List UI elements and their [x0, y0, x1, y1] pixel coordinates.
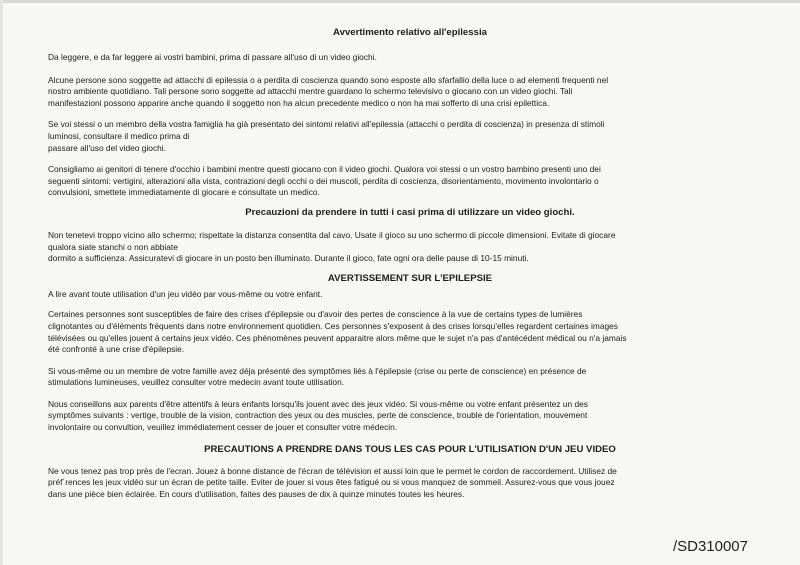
french-paragraph-history: Si vous-même ou un membre de votre famille avez déja présenté des symptômes liés à l'épilepsie (crise ou perte de conscience) en présence de stimulations lumineuses, veuillez consulter votre medecin avant toute utilisation. — [48, 365, 587, 388]
french-paragraph-susceptibility: Certaines personnes sont susceptibles de faire des crises d'épilepsie ou d'avoir des pertes de conscience à la vue de certains types de lumières clignotantes ou d'éléments fréquents dans notre environnement quotidien. Ces personnes s'exposent à des crises lorsqu'elles regardent certaines images télévisées ou qu'elles jouent à certains jeux vidéo. Ces phénomènes peuvent apparaitre alors même que le sujet n'a pas d'antécédent médical ou n'a jamais été confronté à une crise d'épilepsie. — [48, 309, 627, 355]
french-intro: A lire avant toute utilisation d'un jeu vidéo par vous-même ou votre enfant. — [48, 288, 323, 299]
italian-precautions-text: Non tenetevi troppo vicino allo schermo; rispettate la distanza consentita dal cavo. Usate il gioco su uno schermo di piccole dimensioni. Evitate di giocare qualora siate stanchi o non abbiate dormito a sufficienza. Assicuratevi di giocare in un posto ben illuminato. Durante il gioco, fate ogni ora delle pause di 10-15 minuti. — [48, 229, 616, 264]
italian-precautions-title: Precauzioni da prendere in tutti i casi prima di utilizzare un video giochi. — [245, 206, 575, 218]
italian-paragraph-susceptibility: Alcune persone sono soggette ad attacchi di epilessia o a perdita di coscienza quando sono esposte allo sfarfallio della luce o ad elementi frequenti nel nostro ambiente quotidiano. Tali persone sono soggette ad attacchi mentre guardano lo schermo televisivo o giocano con un video giochi. Tali manifestazioni possono apparire anche quando il soggetto non ha alcun precedente medico o non ha mai sofferto di una crisi epilettica. — [48, 74, 609, 108]
french-precautions-title: PRECAUTIONS A PRENDRE DANS TOUS LES CAS POUR L'UTILISATION D'UN JEU VIDEO — [204, 443, 616, 455]
french-paragraph-symptoms: Nous conseillons aux parents d'être attentifs à leurs enfants lorsqu'ils jouent avec des jeux vidéo. Si vous-même ou votre enfant présentez un des symptômes suivants : vertige, trouble de la vision, contraction des yeux ou des muscles, perte de conscience, trouble de l'orientation, mouvement involontaire ou convultion, veuillez immédiatement cesser de jouer et consulter votre médecin. — [48, 398, 588, 433]
document-content — [48, 27, 772, 500]
italian-paragraph-symptoms: Consigliamo ai genitori di tenere d'occhio i bambini mentre questi giocano con il video giochi. Qualora voi stessi o un vostro bambino presenti uno dei seguenti sintomi: vertigini, alterazioni alla vista, contrazioni degli occhi o dei muscoli, perdita di coscienza, disorientamento, movimento involontario o convulsioni, smettete immediatamente di giocare e consultate un medico. — [48, 164, 601, 198]
document-code: /SD310007 — [672, 538, 748, 555]
french-precautions-text: Ne vous tenez pas trop près de l'ecran. Jouez à bonne distance de l'écran de télévision et aussi loin que le permet le cordon de raccordement. Utilisez de préf´rences les jeux vidéo sur un écran de petite taille. Eviter de jouer si vous êtes fatigué ou si vous manquez de sommeil. Assurez-vous que vous jouez dans une pièce bien éclairée. En cours d'utilisation, faites des pauses de dix à quinze minutes toutes les heures. — [48, 465, 617, 499]
italian-title: Avvertimento relativo all'epilessia — [333, 27, 487, 38]
scan-edge-top — [0, 0, 800, 3]
scan-edge-left — [0, 0, 3, 565]
italian-intro: Da leggere, e da far leggere ai vostri bambini, prima di passare all'uso di un video giochi. — [48, 52, 377, 62]
italian-paragraph-history: Se voi stessi o un membro della vostra famiglia ha già presentato dei sintomi relativi all'epilessia (attacchi o perdita di coscienza) in presenza di stimoli luminosi, consultare il medico prima di passare all'uso del video giochi. — [48, 119, 605, 153]
french-title: AVERTISSEMENT SUR L'EPILEPSIE — [327, 272, 493, 284]
